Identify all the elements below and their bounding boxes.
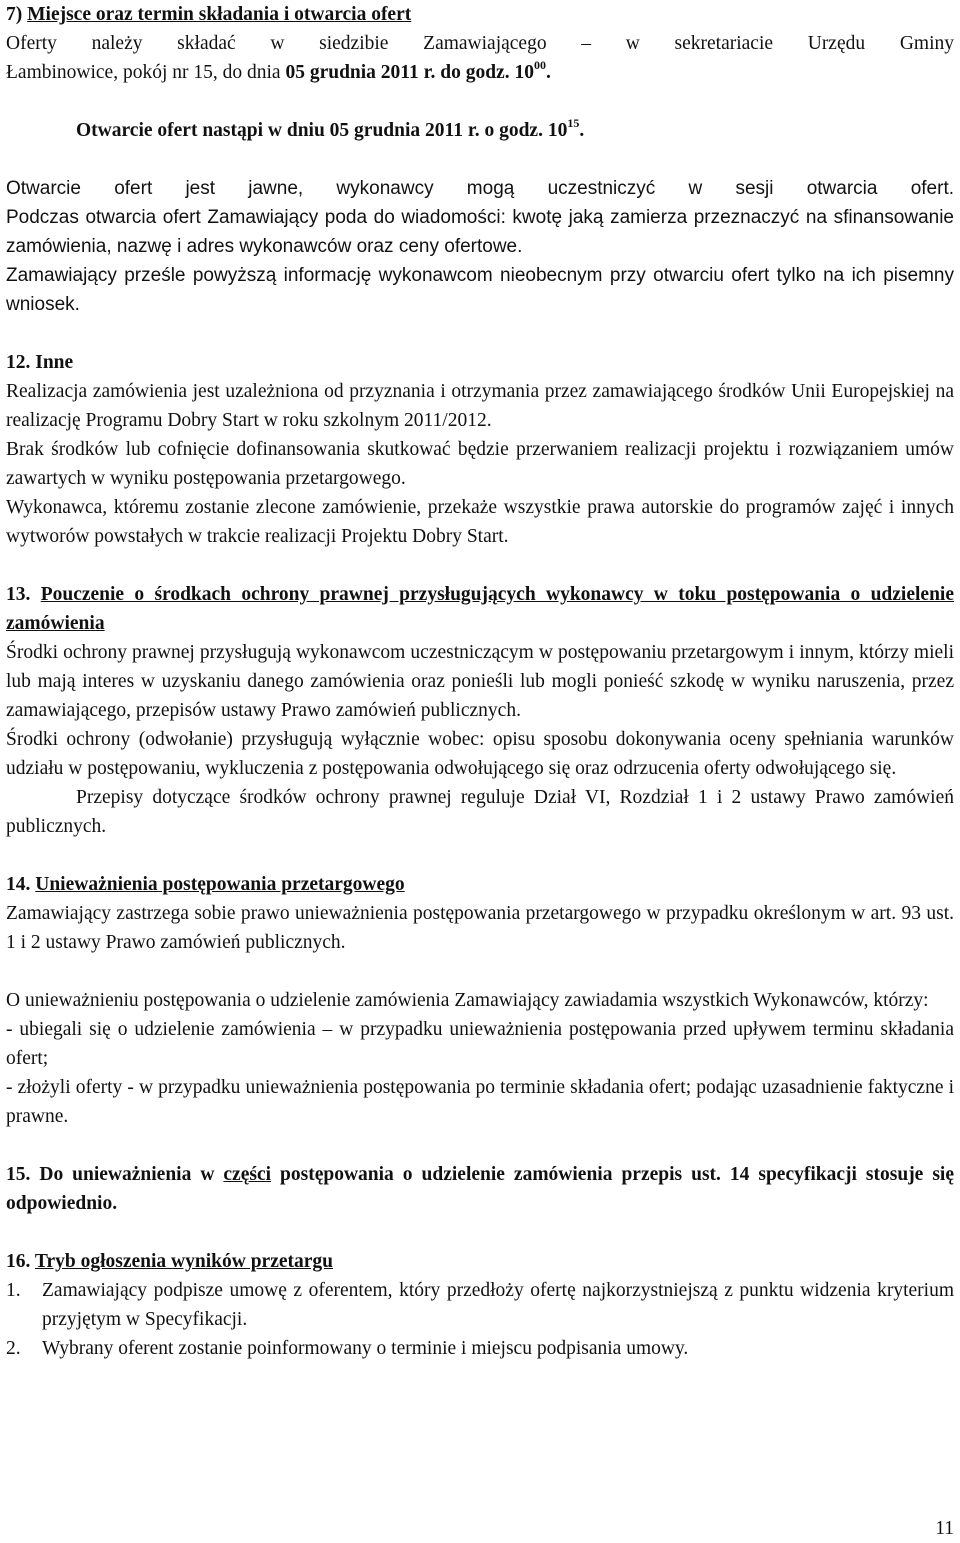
section-7-number: 7) (6, 4, 23, 25)
section-13-title: Pouczenie o środkach ochrony prawnej przysługujących wykonawcy w toku postępowania o udzielenie zamówienia (6, 584, 954, 634)
section-12-paragraph-2: Brak środków lub cofnięcie dofinansowania skutkować będzie przerwaniem realizacji projektu i rozwiązaniem umów zawartych w wyniku postępowania przetargowego. (6, 439, 954, 489)
section-14-bullet-2: - złożyli oferty - w przypadku unieważnienia postępowania po terminie składania ofert; podając uzasadnienie faktyczne i prawne. (6, 1077, 954, 1127)
section-12-paragraph-3: Wykonawca, któremu zostanie zlecone zamówienie, przekaże wszystkie prawa autorskie do programów zajęć i innych wytworów powstałych w trakcie realizacji Projektu Dobry Start. (6, 497, 954, 547)
list-item-text: Zamawiający podpisze umowę z oferentem, który przedłoży ofertę najkorzystniejszą z punktu widzenia kryterium przyjętym w Specyfikacji. (42, 1280, 954, 1330)
list-item-number: 2. (6, 1338, 21, 1359)
section-12-paragraph-1: Realizacja zamówienia jest uzależniona od przyznania i otrzymania przez zamawiającego środków Unii Europejskiej na realizację Programu Dobry Start w roku szkolnym 2011/2012. (6, 381, 954, 431)
section-7-title: Miejsce oraz termin składania i otwarcia ofert (27, 4, 412, 25)
list-item (6, 1276, 954, 1334)
deadline-minutes: 00 (533, 58, 546, 72)
opening-date: Otwarcie ofert nastąpi w dniu 05 grudnia 2011 r. o godz. $10^{15}$. (76, 116, 585, 141)
deadline-date: 05 grudnia 2011 r. do godz. 10 (285, 62, 534, 83)
section-14-bullet-1: - ubiegali się o udzielenie zamówienia – w przypadku unieważnienia postępowania przed upływem terminu składania ofert; (6, 1019, 954, 1069)
section-15-paragraph: 15. Do unieważnienia w części postępowania o udzielenie zamówienia przepis ust. 14 specyfikacji stosuje się odpowiednio. (6, 1164, 954, 1214)
section-13-paragraph-2: Środki ochrony (odwołanie) przysługują wyłącznie wobec: opisu sposobu dokonywania oceny spełniania warunków udziału w postępowaniu, wykluczenia z postępowania odwołującego się oraz odrzucenia oferty odwołującego się. (6, 729, 954, 779)
section-14-paragraph-2: O unieważnieniu postępowania o udzielenie zamówienia Zamawiający zawiadamia wszystkich Wykonawców, którzy: (6, 990, 929, 1011)
page-number: 11 (935, 1518, 954, 1539)
section-13-number: 13. (6, 584, 31, 605)
opening-minutes: 15 (567, 116, 580, 130)
section-13-paragraph-3: Przepisy dotyczące środków ochrony prawnej reguluje Dział VI, Rozdział 1 i 2 ustawy Prawo zamówień publicznych. (6, 787, 954, 837)
section-14-title: Unieważnienia postępowania przetargowego (35, 874, 405, 895)
section-7-paragraph-1: Otwarcie ofert jest jawne, wykonawcy mogą uczestniczyć w sesji otwarcia ofert. (6, 178, 954, 199)
list-item-number: 1. (6, 1280, 21, 1301)
list-item-text: Wybrany oferent zostanie poinformowany o terminie i miejscu podpisania umowy. (42, 1338, 689, 1359)
section-7-line-1: Oferty należy składać w siedzibie Zamawiającego – w sekretariacie Urzędu Gminy (6, 33, 954, 54)
document-page (6, 0, 954, 1363)
section-14-number: 14. (6, 874, 31, 895)
section-7-paragraph-2: Podczas otwarcia ofert Zamawiający poda do wiadomości: kwotę jaką zamierza przeznaczyć na sfinansowanie zamówienia, nazwę i adres wykonawców oraz ceny ofertowe. (6, 207, 954, 257)
list-item (6, 1334, 954, 1363)
section-14-paragraph-1: Zamawiający zastrzega sobie prawo unieważnienia postępowania przetargowego w przypadku określonym w art. 93 ust. 1 i 2 ustawy Prawo zamówień publicznych. (6, 903, 954, 953)
section-16-number: 16. (6, 1251, 31, 1272)
section-14-heading (6, 870, 954, 899)
section-7-line-2: Łambinowice, pokój nr 15, do dnia 05 grudnia 2011 r. do godz. $10^{00}$. (6, 58, 551, 83)
section-13-paragraph-1: Środki ochrony prawnej przysługują wykonawcom uczestniczącym w postępowaniu przetargowym i innym, którzy mieli lub mają interes w uzyskaniu danego zamówienia oraz ponieśli lub mogli ponieść szkodę w wyniku naruszenia, przez zamawiającego, przepisów ustawy Prawo zamówień publicznych. (6, 642, 954, 721)
section-15-underlined-word: części (223, 1164, 272, 1185)
section-7-heading (6, 0, 954, 29)
section-7-paragraph-3: Zamawiający prześle powyższą informację wykonawcom nieobecnym przy otwarciu ofert tylko na ich pisemny wniosek. (6, 265, 954, 315)
section-12-heading: 12. Inne (6, 352, 74, 373)
section-13-heading (6, 580, 954, 638)
section-16-title: Tryb ogłoszenia wyników przetargu (34, 1251, 333, 1272)
section-16-heading (6, 1247, 954, 1276)
